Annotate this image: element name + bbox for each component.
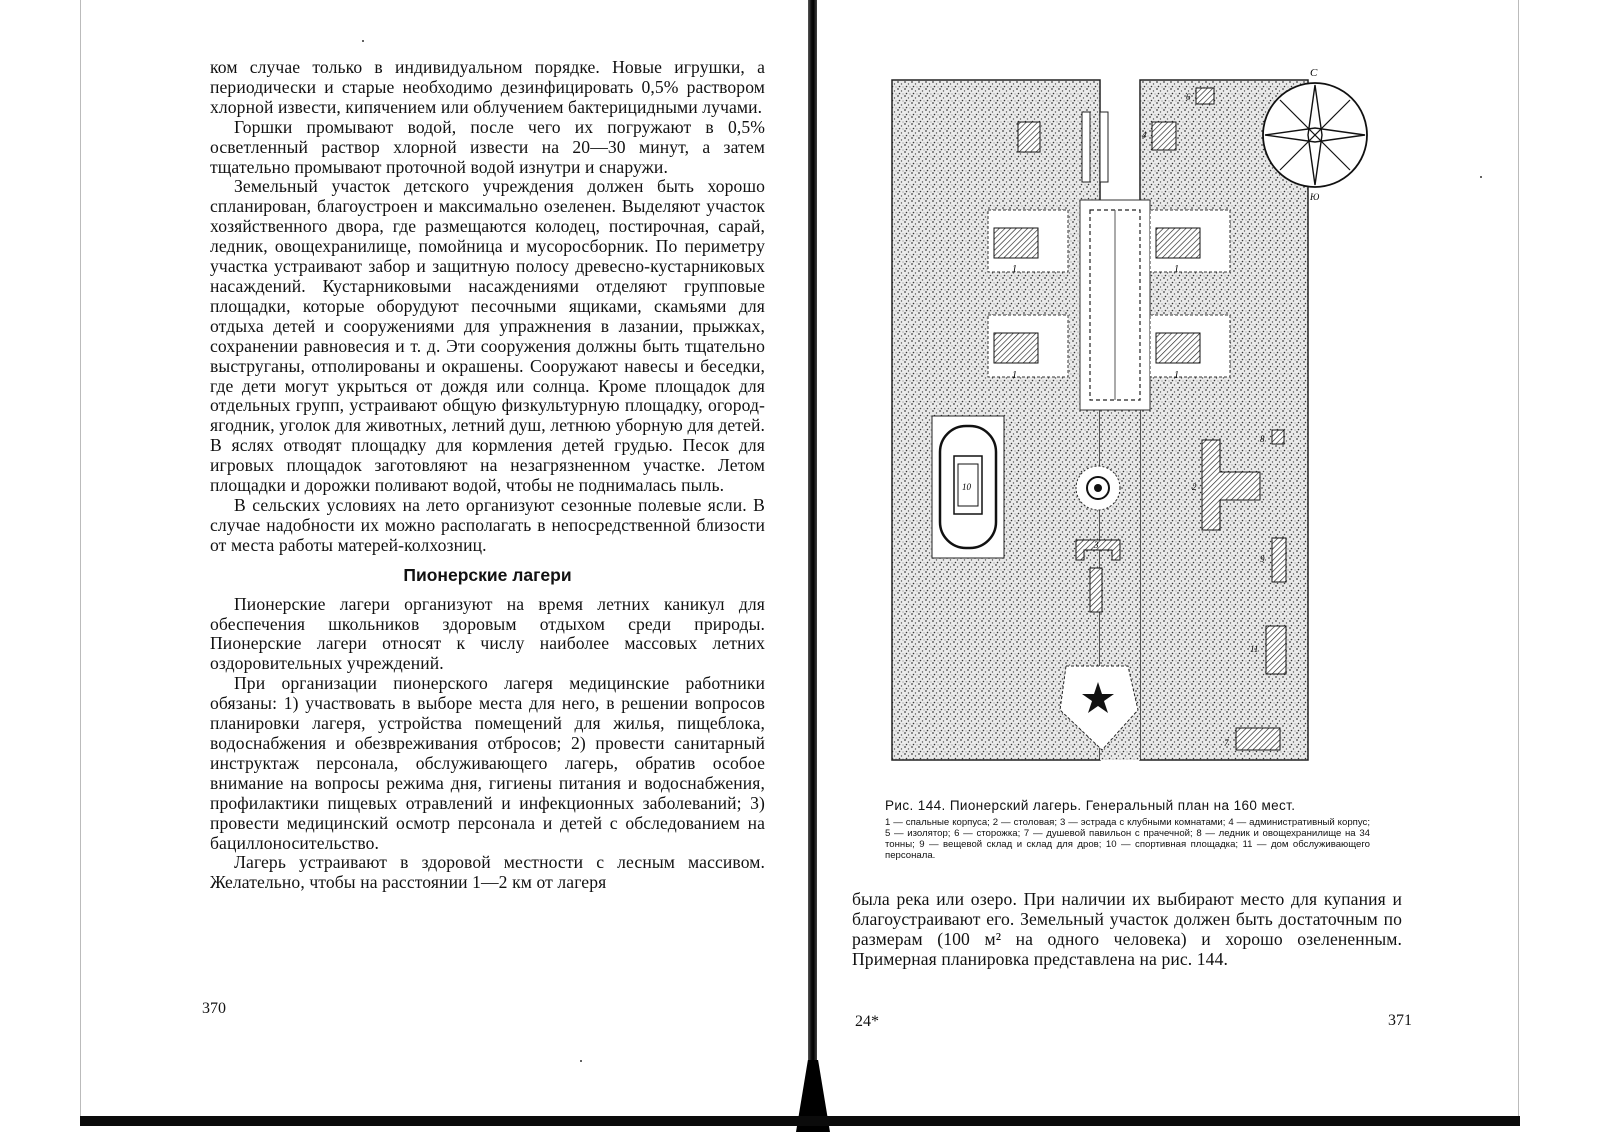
building-lodge xyxy=(1196,88,1214,104)
building-admin-2 xyxy=(1152,122,1176,150)
building-dorm-4 xyxy=(1156,333,1200,363)
book-spine xyxy=(808,0,817,1132)
building-dorm-3 xyxy=(994,333,1038,363)
figure-caption xyxy=(885,798,1370,861)
building-storage xyxy=(1272,538,1286,582)
right-paragraph: была река или озеро. При наличии их выбирают место для купания и благоустраивают его. Земельный участок должен быть достаточным по размерам (100 м² на одного человека) и хорошо озелененным. Примерная планировка представлена на рис. 144. xyxy=(852,889,1402,969)
section-heading: Пионерские лагери xyxy=(403,564,572,585)
left-page xyxy=(210,58,765,893)
scan-speck xyxy=(362,40,364,42)
building-admin xyxy=(1018,122,1040,152)
page-number-right: 371 xyxy=(1388,1012,1412,1029)
top-strip-right xyxy=(1100,112,1108,182)
label-dorm-3: 1 xyxy=(1012,370,1017,381)
left-paragraph-1: ком случае только в индивидуальном порядке. Новые игрушки, а периодически и старые необходимо дезинфицировать 0,5% раствором хлорной извести, кипячением или облучением бактерицидными лучами. xyxy=(210,57,765,117)
label-stage: 3 xyxy=(1094,540,1099,550)
building-shower xyxy=(1236,728,1280,750)
label-dorm-4: 1 xyxy=(1174,370,1179,381)
page-edge-right xyxy=(1518,0,1519,1116)
signature-mark: 24* xyxy=(855,1013,879,1030)
label-dorm-1: 1 xyxy=(1012,264,1017,275)
compass-south-label: Ю xyxy=(1310,192,1320,202)
top-strip-left xyxy=(1082,112,1090,182)
label-shower: 7 xyxy=(1224,738,1229,748)
label-staff-house: 11 xyxy=(1250,644,1259,654)
section-paragraph-3: Лагерь устраивают в здоровой местности с лесным массивом. Желательно, чтобы на расстоянии 1—2 км от лагеря xyxy=(210,852,765,893)
caption-title: Рис. 144. Пионерский лагерь. Генеральный план на 160 мест. xyxy=(885,798,1296,813)
page-number-left: 370 xyxy=(202,1000,226,1017)
left-paragraph-4: В сельских условиях на лето организуют сезонные полевые ясли. В случае надобности их можно располагать в непосредственной близости от места работы матерей-колхозниц. xyxy=(210,494,765,555)
stage-seating xyxy=(1090,568,1102,612)
label-lodge: 6 xyxy=(1186,92,1191,102)
building-dorm-2 xyxy=(1156,228,1200,258)
right-page-text xyxy=(852,890,1402,970)
label-admin: 4 xyxy=(1142,130,1147,140)
building-icehouse xyxy=(1272,430,1284,444)
label-dining: 2 xyxy=(1192,482,1197,492)
label-dorm-2: 1 xyxy=(1174,264,1179,275)
page-edge-left xyxy=(80,0,81,1116)
scan-speck xyxy=(1480,176,1482,178)
site-plan-figure xyxy=(890,60,1370,780)
label-icehouse: 8 xyxy=(1260,434,1265,444)
building-staff-house xyxy=(1266,626,1286,674)
scan-speck xyxy=(580,1060,582,1062)
scan-bottom-edge xyxy=(80,1116,1520,1126)
left-paragraph-3: Земельный участок детского учреждения должен быть хорошо спланирован, благоустроен и максимально озеленен. Выделяют участок хозяйственного двора, где размещаются колодец, постирочная, сарай, ледник, овощехранилище, помойница и мусоросборник. По периметру участка устраивают забор и защитную полосу древесно-кустарниковых насаждений. Кустарниковыми насаждениями отделяют групповые площадки, которые оборудуют песочными ящиками, скамьями для отдыха детей и сооружениями для упражнения в лазании, прыжках, сохранении равновесия и т. д. Эти сооружения должны быть тщательно выструганы, отполированы и окрашены. Сооружают навесы и беседки, где дети могут укрыться от дождя или солнца. Кроме площадок для отдельных групп, устраивают общую физкультурную площадку, огород-ягодник, уголок для животных, летний душ, летнюю уборную для детей. В яслях отводят площадку для кормления детей грудью. Песок для игровых площадок заготовляют на незагрязненном участке. Летом площадки и дорожки поливают водой, чтобы не поднималась пыль. xyxy=(210,176,765,496)
caption-legend: 1 — спальные корпуса; 2 — столовая; 3 — эстрада с клубными комнатами; 4 — административный корпус; 5 — изолятор; 6 — сторожка; 7 — душевой павильон с прачечной; 8 — ледник и овощехранилище на 34 тонны; 9 — вещевой склад и склад для дров; 10 — спортивная площадка; 11 — дом обслуживающего персонала. xyxy=(885,817,1370,861)
label-sports: 10 xyxy=(962,482,971,492)
section-paragraph-1: Пионерские лагери организуют на время летних каникул для обеспечения школьников здоровым отдыхом среди природы. Пионерские лагери относят к числу наиболее массовых летних оздоровительных учреждений. xyxy=(210,593,765,674)
compass-north-label: С xyxy=(1310,67,1318,79)
label-storage: 9 xyxy=(1260,554,1265,564)
left-paragraph-2: Горшки промывают водой, после чего их погружают в 0,5% осветленный раствор хлорной извести на 20—30 минут, а затем тщательно промывают проточной водой изнутри и снаружи. xyxy=(210,116,765,177)
building-dorm-1 xyxy=(994,228,1038,258)
section-paragraph-2: При организации пионерского лагеря медицинские работники обязаны: 1) участвовать в выборе места для него, в решении вопросов планировки лагеря, устройства помещений для жилья, пищеблока, водоснабжения и обезвреживания отбросов; 2) провести санитарный инструктаж персонала, обслуживающего лагерь, обратив особое внимание на вопросы режима дня, гигиены питания и водоснабжения, профилактики пищевых отравлений и инфекционных заболеваний; 3) провести медицинский осмотр персонала и детей с обследованием на бациллоносительство. xyxy=(210,673,765,853)
